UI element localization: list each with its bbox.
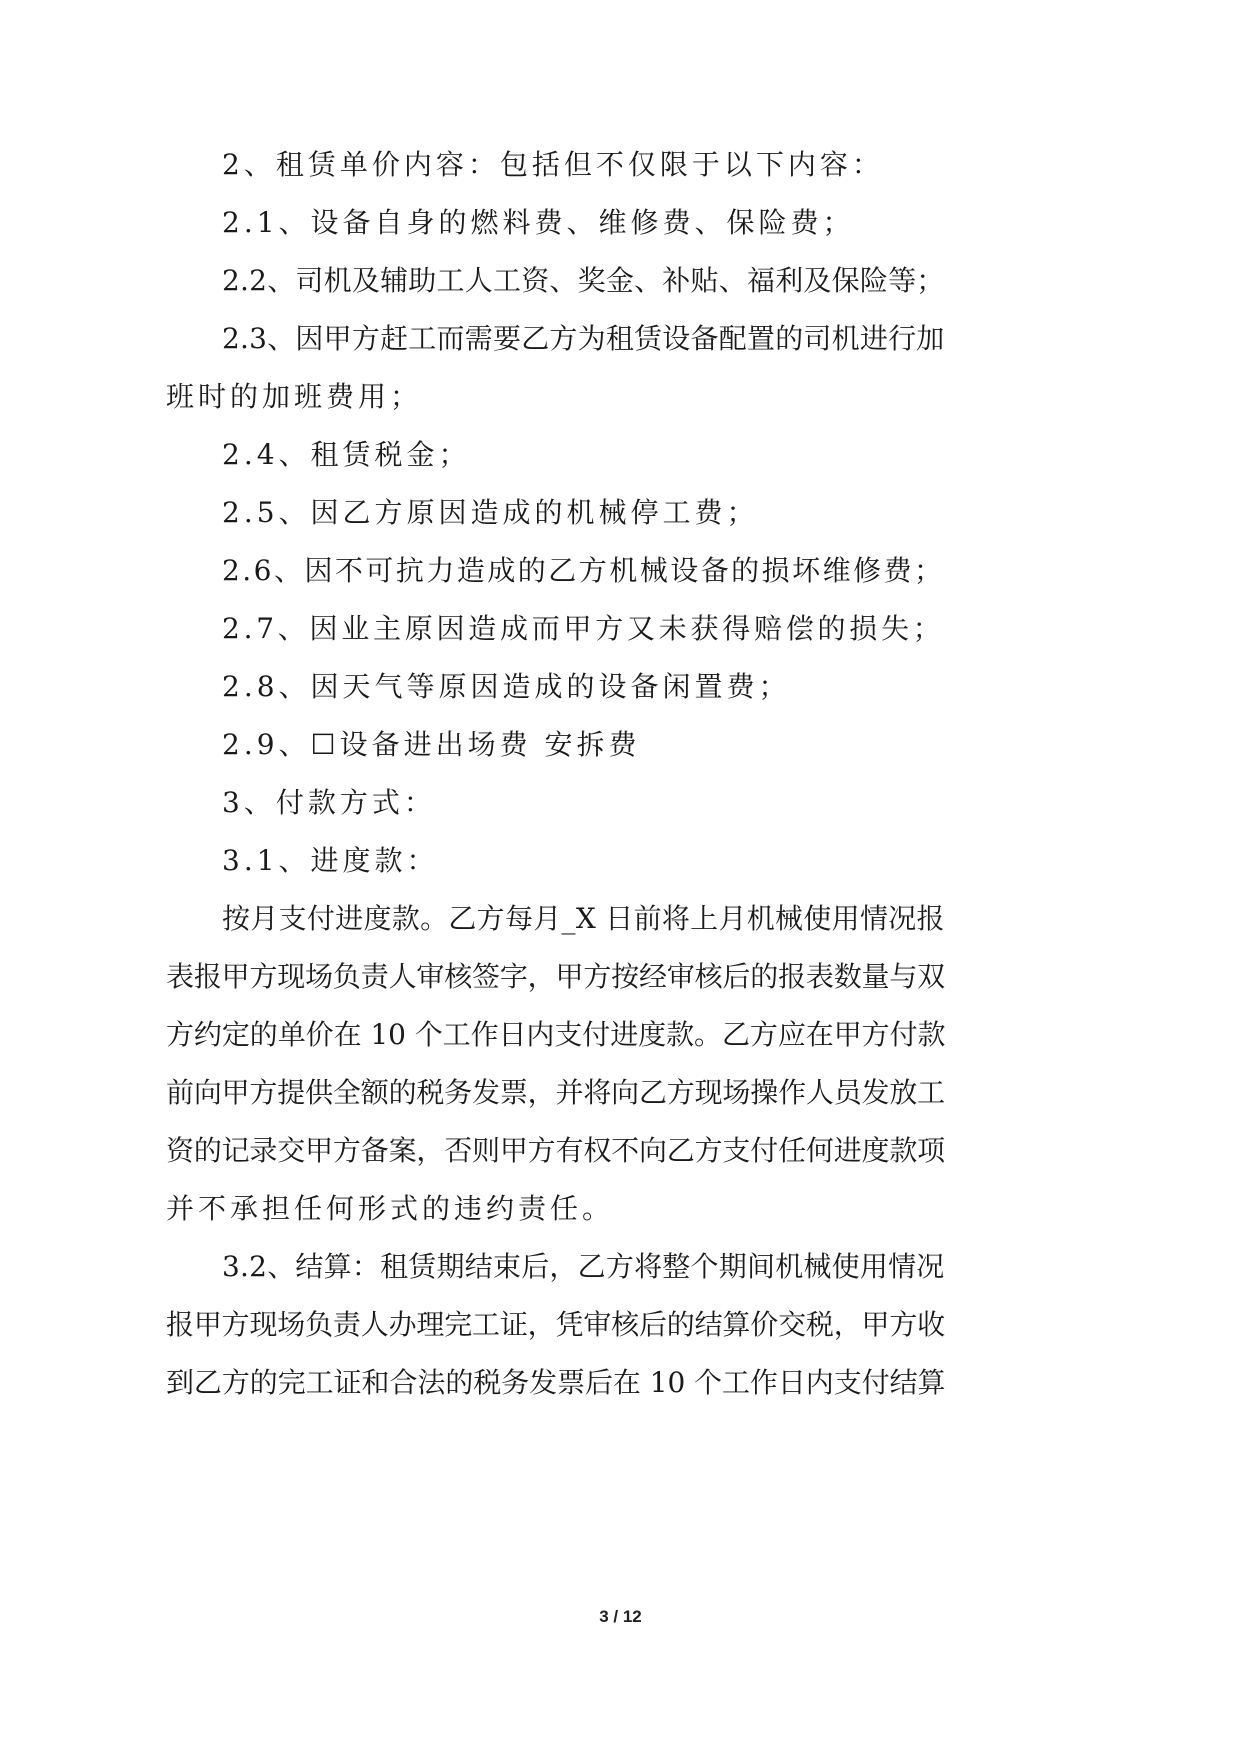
text-line: 资的记录交甲方备案，否则甲方有权不向乙方支付任何进度款项 <box>166 1134 946 1167</box>
text-line: 2.1、设备自身的燃料费、维修费、保险费； <box>222 206 855 239</box>
text-line: 2.7、因业主原因造成而甲方又未获得赔偿的损失； <box>222 612 945 645</box>
text-line: 到乙方的完工证和合法的税务发票后在 10 个工作日内支付结算 <box>166 1366 946 1399</box>
text-line: 班时的加班费用； <box>166 380 423 413</box>
text-line: 2.4、租赁税金； <box>222 438 471 471</box>
text-line: 并不承担任何形式的违约责任。 <box>166 1192 615 1225</box>
text-line: 报甲方现场负责人办理完工证，凭审核后的结算价交税，甲方收 <box>166 1308 946 1341</box>
text-line: 2、租赁单价内容：包括但不仅限于以下内容： <box>222 148 884 181</box>
text-line: 2.8、因天气等原因造成的设备闲置费； <box>222 670 791 703</box>
text-line: 方约定的单价在 10 个工作日内支付进度款。乙方应在甲方付款 <box>166 1018 946 1051</box>
text-line: 3、付款方式： <box>222 786 436 819</box>
text-line: 2.3、因甲方赶工而需要乙方为租赁设备配置的司机进行加 <box>222 322 945 355</box>
page-number: 3 / 12 <box>599 1607 642 1626</box>
text-line: 2.6、因不可抗力造成的乙方机械设备的损坏维修费； <box>222 554 945 587</box>
text-line: 表报甲方现场负责人审核签字，甲方按经审核后的报表数量与双 <box>166 960 946 993</box>
text-line: 2.9、☐设备进出场费 安拆费 <box>222 728 641 761</box>
text-line: 按月支付进度款。乙方每月_X 日前将上月机械使用情况报 <box>222 902 945 935</box>
text-line: 3.1、进度款： <box>222 844 439 877</box>
text-line: 前向甲方提供全额的税务发票，并将向乙方现场操作人员发放工 <box>166 1076 946 1109</box>
text-line: 2.2、司机及辅助工人工资、奖金、补贴、福利及保险等； <box>222 264 945 297</box>
text-line: 3.2、结算：租赁期结束后，乙方将整个期间机械使用情况 <box>222 1250 945 1283</box>
text-line: 2.5、因乙方原因造成的机械停工费； <box>222 496 759 529</box>
